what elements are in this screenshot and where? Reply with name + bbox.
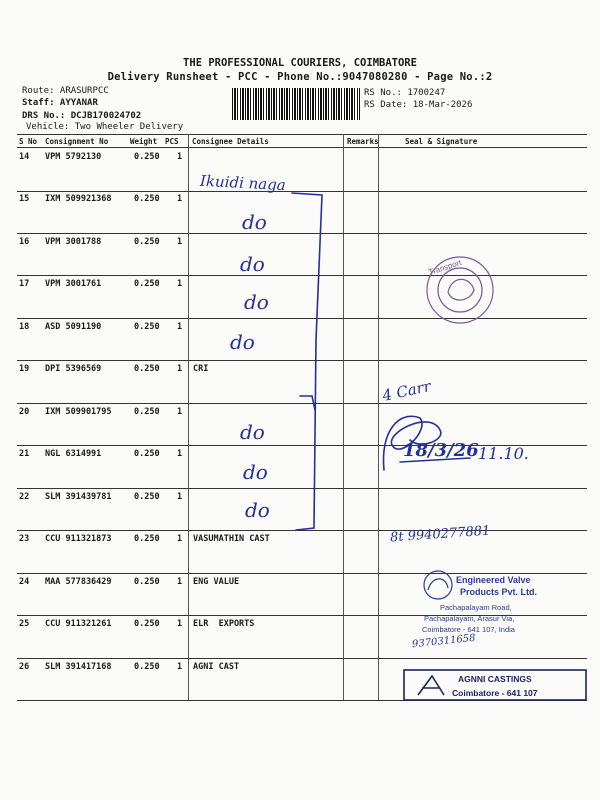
col-consignment: Consignment No [45, 137, 109, 146]
row-23-sno: 23 [19, 534, 30, 544]
row-26-pcs: 1 [177, 662, 183, 672]
col-sno: S No [19, 137, 38, 146]
row-23-consignee: VASUMATHIN CAST [193, 534, 270, 544]
row-19-consignee: CRI [193, 364, 209, 374]
row-14-sno: 14 [19, 152, 30, 162]
row-25-consignment: CCU 911321261 [45, 619, 112, 629]
row-18-weight: 0.250 [134, 322, 160, 332]
row-24-consignment: MAA 577836429 [45, 577, 112, 587]
row-21-sno: 21 [19, 449, 30, 459]
row-23-pcs: 1 [177, 534, 183, 544]
row-23-consignment: CCU 911321873 [45, 534, 112, 544]
row-14-consignment: VPM 5792130 [45, 152, 102, 162]
agni-stamp-city: Coimbatore - 641 107 [452, 688, 538, 698]
col-remarks: Remarks [347, 137, 379, 146]
row-21-weight: 0.250 [134, 449, 160, 459]
row-16-pcs: 1 [177, 237, 183, 247]
row-19-weight: 0.250 [134, 364, 160, 374]
row-24-sno: 24 [19, 577, 30, 587]
row-19-pcs: 1 [177, 364, 183, 374]
row-14-pcs: 1 [177, 152, 183, 162]
row-26-sno: 26 [19, 662, 30, 672]
handwritten-ditto: do [240, 252, 265, 276]
handwritten-ditto: do [242, 210, 267, 234]
row-22-pcs: 1 [177, 492, 183, 502]
row-15-pcs: 1 [177, 194, 183, 204]
row-18-consignment: ASD 5091190 [45, 322, 102, 332]
valve-stamp-line2: Products Pvt. Ltd. [460, 587, 538, 597]
row-16-sno: 16 [19, 237, 30, 247]
handwritten-time: 11.10. [478, 444, 529, 463]
row-25-sno: 25 [19, 619, 30, 629]
col-consignee: Consignee Details [192, 137, 269, 146]
vehicle-label: Vehicle: Two Wheeler Delivery [26, 122, 184, 132]
row-25-pcs: 1 [177, 619, 183, 629]
handwritten-ditto: do [243, 460, 268, 484]
handwritten-phone-2: 9370311658 [411, 632, 477, 651]
row-19-sno: 19 [19, 364, 30, 374]
handwritten-ditto: do [240, 420, 265, 444]
signature-underline [400, 458, 470, 462]
handwritten-remark: 4 Carr [380, 377, 433, 405]
row-26-weight: 0.250 [134, 662, 160, 672]
row-19-consignment: DPI 5396569 [45, 364, 102, 374]
row-24-weight: 0.250 [134, 577, 160, 587]
row-20-pcs: 1 [177, 407, 183, 417]
valve-stamp-address2: Pachapalayam, Arasur Via, [424, 614, 515, 623]
row-15-sno: 15 [19, 194, 30, 204]
row-15-weight: 0.250 [134, 194, 160, 204]
bracket-brace-lower [300, 396, 315, 410]
valve-stamp-address1: Pachapalayam Road, [440, 603, 512, 612]
runsheet-subtitle: Delivery Runsheet - PCC - Phone No.:9047080280 - Page No.:2 [107, 71, 493, 83]
staff-label: Staff: AYYANAR [22, 98, 98, 108]
row-16-consignment: VPM 3001788 [45, 237, 102, 247]
row-25-consignee: ELR EXPORTS [193, 619, 255, 629]
row-18-pcs: 1 [177, 322, 183, 332]
row-24-pcs: 1 [177, 577, 183, 587]
row-22-consignment: SLM 391439781 [45, 492, 112, 502]
row-26-consignee: AGNI CAST [193, 662, 240, 672]
company-title: THE PROFESSIONAL COURIERS, COIMBATORE [183, 57, 417, 69]
row-24-consignee: ENG VALUE [193, 577, 240, 587]
handwritten-ditto: do [245, 498, 270, 522]
row-21-pcs: 1 [177, 449, 183, 459]
row-15-consignment: IXM 509921368 [45, 194, 112, 204]
row-16-weight: 0.250 [134, 237, 160, 247]
transport-seal [427, 257, 493, 323]
row-21-consignment: NGL 6314991 [45, 449, 102, 459]
row-20-sno: 20 [19, 407, 30, 417]
row-18-sno: 18 [19, 322, 30, 332]
row-22-sno: 22 [19, 492, 30, 502]
agni-stamp-name: AGNNI CASTINGS [458, 674, 532, 684]
row-26-consignment: SLM 391417168 [45, 662, 112, 672]
row-25-weight: 0.250 [134, 619, 160, 629]
row-20-consignment: IXM 509901795 [45, 407, 112, 417]
handwritten-phone: 8t 9940277881 [389, 523, 491, 546]
handwritten-date: 18/3/26 [403, 440, 479, 461]
route-label: Route: ARASURPCC [22, 86, 109, 96]
rs-number: RS No.: 1700247 [364, 88, 446, 98]
col-weight: Weight [130, 137, 158, 146]
valve-stamp-address3: Coimbatore - 641 107, India [422, 625, 515, 634]
handwritten-ditto: do [230, 330, 255, 354]
row-17-weight: 0.250 [134, 279, 160, 289]
col-seal: Seal & Signature [405, 137, 478, 146]
row-22-weight: 0.250 [134, 492, 160, 502]
row-17-sno: 17 [19, 279, 30, 289]
drs-number: DRS No.: DCJB170024702 [22, 111, 142, 121]
row-17-pcs: 1 [177, 279, 183, 289]
row-23-weight: 0.250 [134, 534, 160, 544]
handwritten-ditto: do [244, 290, 269, 314]
row-14-weight: 0.250 [134, 152, 160, 162]
agni-box [404, 670, 586, 700]
row-20-weight: 0.250 [134, 407, 160, 417]
valve-stamp-line1: Engineered Valve [456, 575, 531, 585]
valve-logo [424, 571, 452, 599]
col-pcs: PCS [165, 137, 179, 146]
transport-stamp-text: Transport [427, 257, 463, 278]
handwritten-name: Ikuidi naga [199, 171, 287, 195]
rs-date: RS Date: 18-Mar-2026 [364, 100, 473, 110]
row-17-consignment: VPM 3001761 [45, 279, 102, 289]
bracket-brace [292, 193, 322, 530]
